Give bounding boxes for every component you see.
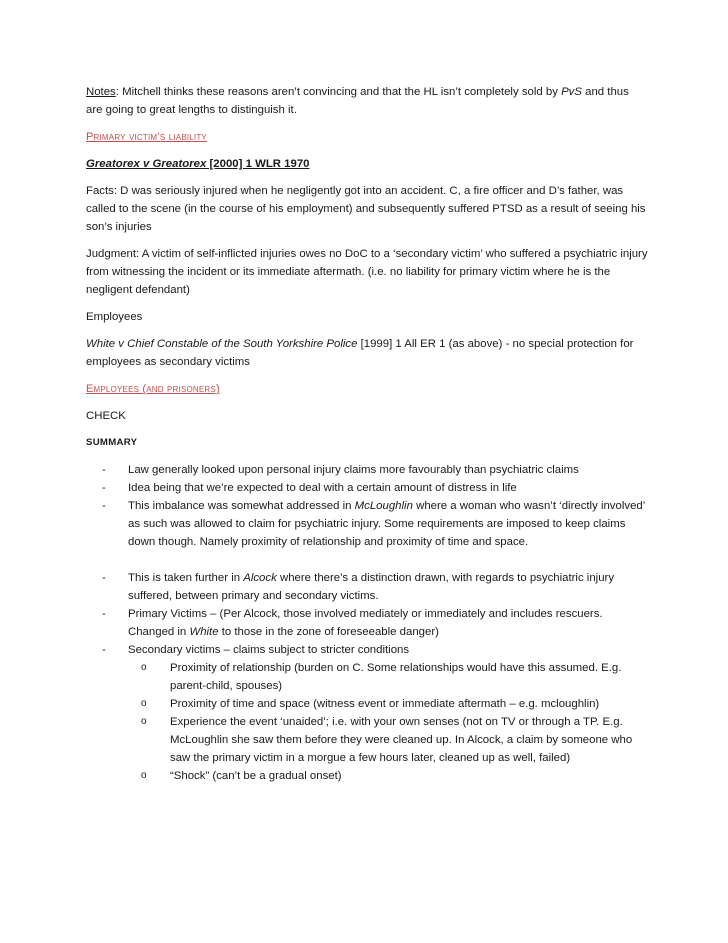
summary-list	[86, 461, 648, 551]
list-item-text: Primary Victims – (Per Alcock, those involved mediately or immediately and includes rescuers. Changed in	[128, 608, 603, 638]
white-case	[86, 335, 648, 371]
list-item-text: where there’s a distinction drawn, with regards to psychiatric injury suffered, between primary and secondary victims.	[128, 572, 615, 602]
list-item-text: Secondary victims – claims subject to stricter conditions	[128, 644, 410, 656]
notes-italic: PvS	[561, 86, 582, 98]
list-item: - Law generally looked upon personal injury claims more favourably than psychiatric claims	[86, 461, 648, 479]
summary-list-continued	[86, 569, 648, 785]
summary-label: SUMMARY	[86, 437, 138, 448]
sub-list-item: o “Shock” (can’t be a gradual onset)	[128, 767, 648, 785]
list-item-italic: McLoughlin	[354, 500, 413, 512]
list-item	[86, 605, 648, 641]
list-item	[86, 641, 648, 785]
sub-list-item: o Experience the event ‘unaided’; i.e. with your own senses (not on TV or through a TP. E.g. McLoughlin she saw them before they were cleaned up. In Alcock, a claim by someone who saw the primary victim in a morgue a few hours later, cleaned up as well, failed)	[128, 713, 648, 767]
secondary-conditions-list	[128, 659, 648, 785]
notes-text-after: and thus are going to great lengths to distinguish it.	[86, 86, 629, 116]
list-item: - Idea being that we’re expected to deal with a certain amount of distress in life	[86, 479, 648, 497]
greatorex-case-name: Greatorex v Greatorex	[86, 158, 207, 170]
list-item-text: to those in the zone of foreseeable danger)	[218, 626, 439, 638]
list-item	[86, 497, 648, 551]
greatorex-case-title	[86, 155, 648, 173]
greatorex-citation: [2000] 1 WLR 1970	[206, 158, 310, 170]
notes-paragraph	[86, 83, 648, 119]
white-case-rest: [1999] 1 All ER 1 (as above) - no special protection for employees as secondary victims	[86, 338, 634, 368]
list-item-text: This is taken further in	[128, 572, 244, 584]
employees-label: Employees	[86, 311, 143, 323]
check-label: CHECK	[86, 410, 126, 422]
list-item-text: This imbalance was somewhat addressed in	[128, 500, 355, 512]
sub-list-item: o Proximity of relationship (burden on C. Some relationships would have this assumed. E.g. parent-child, spouses)	[128, 659, 648, 695]
notes-text-before: : Mitchell thinks these reasons aren’t convincing and that the HL isn’t completely sold by	[115, 86, 562, 98]
sub-list-item: o Proximity of time and space (witness event or immediate aftermath – e.g. mcloughlin)	[128, 695, 648, 713]
list-item-italic: Alcock	[243, 572, 277, 584]
document-page	[86, 83, 648, 785]
heading-employees: Employees (and prisoners)	[86, 383, 220, 395]
list-item-text: where a woman who wasn’t ‘directly involved’ as such was allowed to claim for psychiatric injury. Some requirements are imposed to keep claims down though. Namely proximity of relationship and proximity of time and space.	[128, 500, 645, 548]
greatorex-judgment: Judgment: A victim of self-inflicted injuries owes no DoC to a ‘secondary victim’ who suffered a psychiatric injury from witnessing the incident or its immediate aftermath. (i.e. no liability for primary victim where he is the negligent defendant)	[86, 248, 648, 296]
heading-primary-victim: Primary victim’s liability	[86, 131, 207, 143]
list-item-italic: White	[189, 626, 219, 638]
greatorex-facts: Facts: D was seriously injured when he negligently got into an accident. C, a fire officer and D’s father, was called to the scene (in the course of his employment) and subsequently suffered PTSD as a result of seeing his son’s injuries	[86, 185, 646, 233]
list-item	[86, 569, 648, 605]
notes-label: Notes	[86, 86, 116, 98]
white-case-name: White v Chief Constable of the South Yorkshire Police	[86, 338, 358, 350]
spacer	[86, 551, 648, 569]
